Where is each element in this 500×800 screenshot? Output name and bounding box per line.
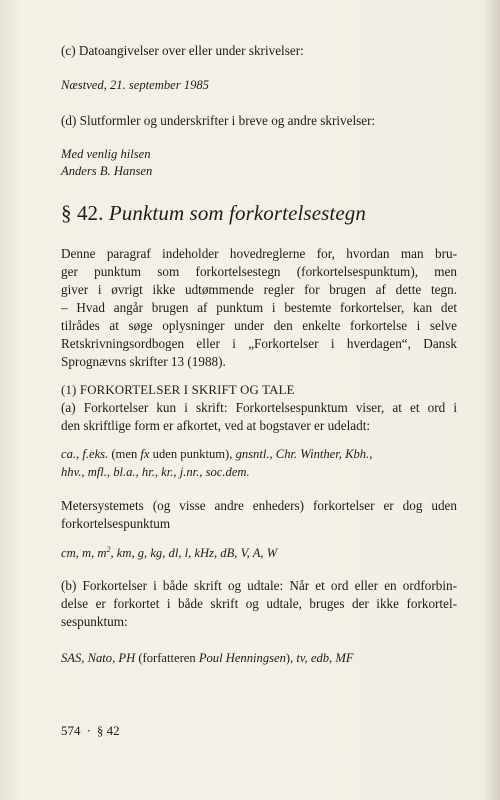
intro-line: – Hvad angår brugen af punktum i bestemte forkortelser, kan det bbox=[61, 300, 457, 315]
intro-paragraph bbox=[61, 245, 457, 371]
section-title: Punktum som forkortelsestegn bbox=[108, 201, 366, 225]
part1b-line: (b) Forkortelser i både skrift og udtale: Når et ord eller en ordforbin- bbox=[61, 578, 457, 593]
footer-separator: · bbox=[86, 723, 91, 738]
intro-line: tilrådes at søge oplysninger under den enkelte forkortelse i selve bbox=[61, 318, 457, 333]
meter-line: forkortelsespunktum bbox=[61, 516, 171, 531]
part1b-examples bbox=[61, 649, 457, 667]
item-c-example: Næstved, 21. september 1985 bbox=[61, 78, 209, 92]
example-text: gnsntl., Chr. Winther, Kbh., bbox=[235, 447, 373, 461]
footer-section-ref: § 42 bbox=[96, 723, 120, 738]
example-text: ), bbox=[285, 651, 297, 665]
part1a-examples bbox=[61, 445, 457, 481]
intro-line: Retskrivningsordbogen eller i „Forkortelser i hverdagen“, Dansk bbox=[61, 336, 457, 351]
page-footer bbox=[61, 722, 120, 740]
example-text: SAS, Nato, PH bbox=[61, 651, 136, 665]
unit-text: , km, g, kg, dl, l, kHz, dB, V, A, W bbox=[110, 546, 278, 560]
part1-section bbox=[61, 381, 457, 435]
item-d-example-signature: Anders B. Hansen bbox=[61, 164, 153, 178]
intro-line: Denne paragraf indeholder hovedreglerne for, hvordan man bru- bbox=[61, 246, 457, 261]
part1a-line: (a) Forkortelser kun i skrift: Forkortelsespunktum viser, at et ord i bbox=[61, 400, 457, 415]
item-d-example-greeting: Med venlig hilsen bbox=[61, 147, 151, 161]
section-number: § 42. bbox=[61, 201, 104, 225]
part1b-line: delse er forkortet i både skrift og udtale, bruges der ikke forkortel- bbox=[61, 596, 457, 611]
item-c-label: (c) Datoangivelser over eller under skrivelser: bbox=[61, 43, 304, 58]
part1a-line: den skriftlige form er afkortet, ved at bogstaver er udeladt: bbox=[61, 418, 371, 433]
example-line-1 bbox=[61, 445, 457, 463]
example-text: fx bbox=[140, 447, 150, 461]
item-d-label: (d) Slutformler og underskrifter i breve og andre skrivelser: bbox=[61, 113, 376, 128]
example-text: ca., f.eks. bbox=[61, 447, 109, 461]
example-text: tv, edb, MF bbox=[296, 651, 354, 665]
example-text: (forfatteren bbox=[135, 651, 199, 665]
unit-examples bbox=[61, 544, 457, 562]
section-heading bbox=[61, 198, 366, 228]
example-text: (men bbox=[108, 447, 141, 461]
part1b-paragraph bbox=[61, 577, 457, 631]
meter-paragraph bbox=[61, 497, 457, 533]
example-text: Poul Henningsen bbox=[198, 651, 286, 665]
intro-line: ger punktum som forkortelsestegn (forkortelsespunktum), men bbox=[61, 264, 457, 279]
intro-line: giver i øvrigt ikke udtømmende regler for brugen af dette tegn. bbox=[61, 282, 457, 297]
unit-text: cm, m, m bbox=[61, 546, 107, 560]
part1-heading: (1) FORKORTELSER I SKRIFT OG TALE bbox=[61, 383, 295, 397]
example-line-2: hhv., mfl., bl.a., hr., kr., j.nr., soc.dem. bbox=[61, 465, 250, 479]
page-number: 574 bbox=[61, 723, 81, 738]
intro-line: Sprognævns skrifter 13 (1988). bbox=[61, 354, 226, 369]
meter-line: Metersystemets (og visse andre enheders) forkortelser er dog uden bbox=[61, 498, 457, 513]
unit-superscript: 2 bbox=[106, 544, 111, 554]
page-edge-shadow bbox=[484, 0, 500, 800]
example-text: uden punktum), bbox=[149, 447, 236, 461]
part1b-line: sespunktum: bbox=[61, 614, 128, 629]
